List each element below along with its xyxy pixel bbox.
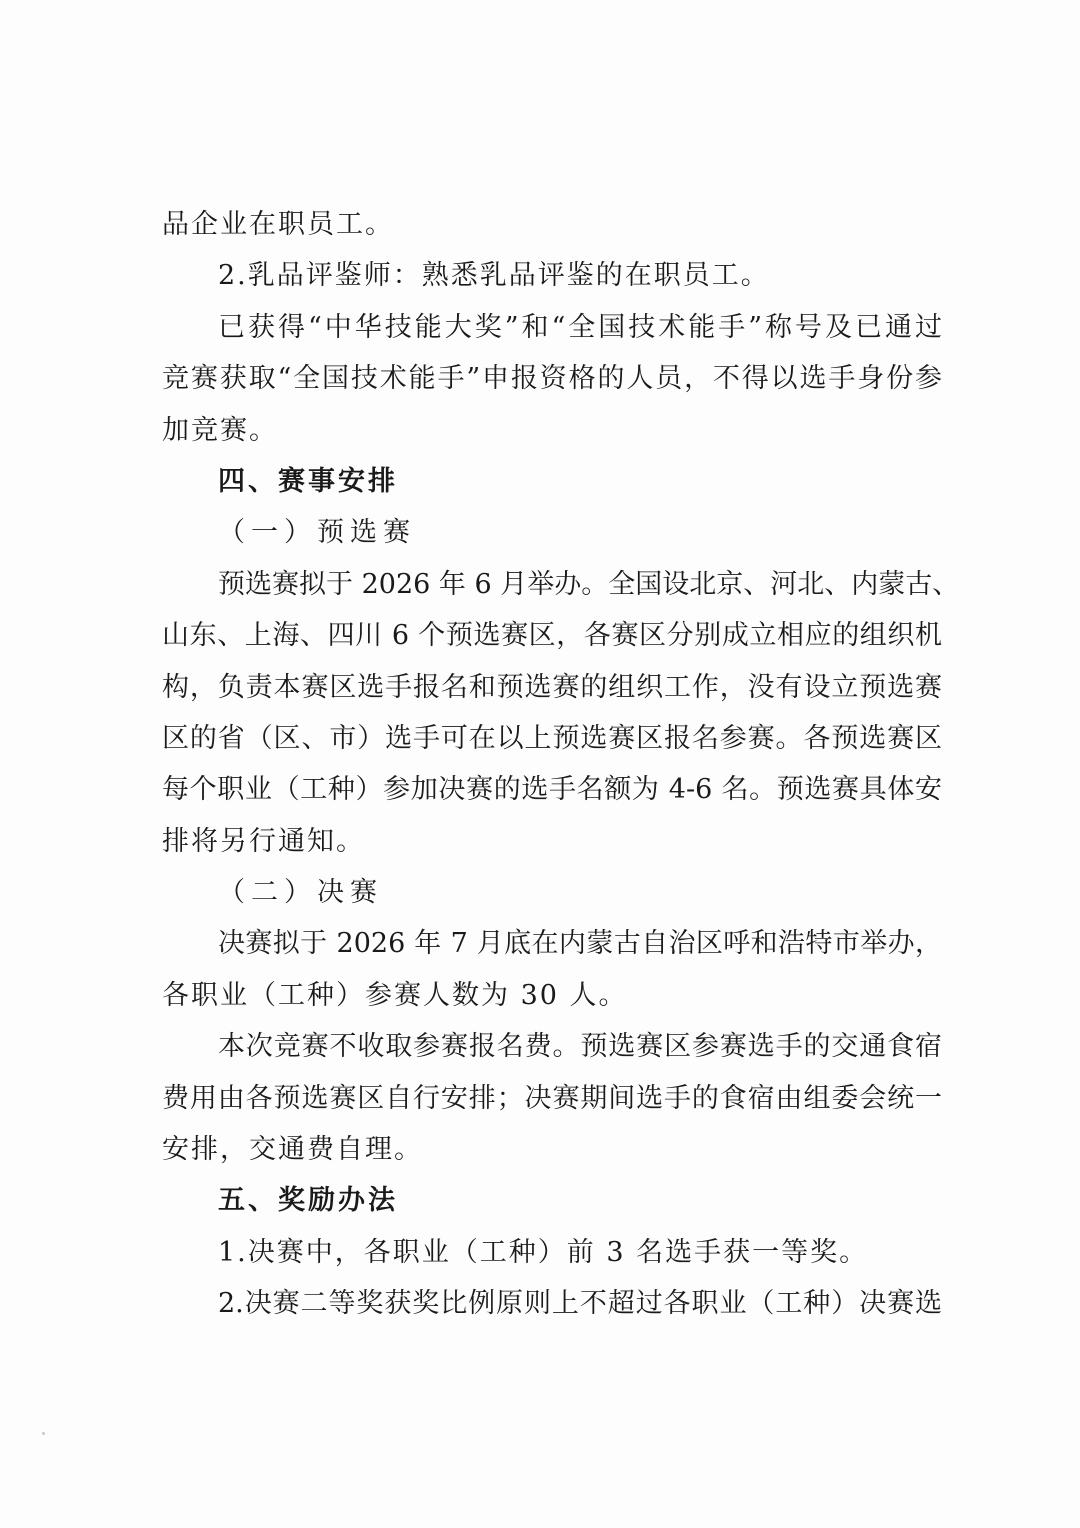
paragraph-line: 安排，交通费自理。: [162, 1134, 423, 1166]
subsection-heading: （二）决赛: [218, 877, 383, 909]
paragraph-line: 区的省（区、市）选手可在以上预选赛区报名参赛。各预选赛区: [162, 722, 942, 754]
scan-speck: [42, 1432, 45, 1435]
paragraph-line: 每个职业（工种）参加决赛的选手名额为 4-6 名。预选赛具体安: [162, 774, 942, 806]
paragraph-line: 构，负责本赛区选手报名和预选赛的组织工作，没有设立预选赛: [162, 671, 942, 703]
list-item: 2.乳品评鉴师：熟悉乳品评鉴的在职员工。: [218, 260, 770, 292]
list-item: 2.决赛二等奖获奖比例原则上不超过各职业（工种）决赛选: [218, 1288, 942, 1320]
paragraph-line: 加竞赛。: [162, 414, 278, 446]
document-body: [162, 199, 960, 1330]
paragraph-line: 各职业（工种）参赛人数为 30 人。: [162, 979, 628, 1011]
list-item: 1.决赛中，各职业（工种）前 3 名选手获一等奖。: [218, 1236, 869, 1268]
text-line: 品企业在职员工。: [162, 209, 394, 240]
paragraph-line: 费用由各预选赛区自行安排；决赛期间选手的食宿由组委会统一: [162, 1082, 942, 1114]
paragraph-line: 山东、上海、四川 6 个预选赛区，各赛区分别成立相应的组织机: [162, 620, 942, 652]
section-heading: 四、赛事安排: [218, 465, 398, 497]
subsection-heading: （一）预选赛: [218, 517, 416, 549]
paragraph-line: 本次竞赛不收取参赛报名费。预选赛区参赛选手的交通食宿: [218, 1031, 942, 1063]
paragraph-line: 排将另行通知。: [162, 825, 365, 857]
paragraph-line: 已获得“中华技能大奖”和“全国技术能手”称号及已通过: [218, 311, 942, 343]
paragraph-line: 竞赛获取“全国技术能手”申报资格的人员，不得以选手身份参: [162, 363, 942, 395]
section-heading: 五、奖励办法: [218, 1185, 398, 1217]
paragraph-line: 决赛拟于 2026 年 7 月底在内蒙古自治区呼和浩特市举办，: [218, 928, 942, 960]
paragraph-line: 预选赛拟于 2026 年 6 月举办。全国设北京、河北、内蒙古、: [218, 568, 960, 600]
